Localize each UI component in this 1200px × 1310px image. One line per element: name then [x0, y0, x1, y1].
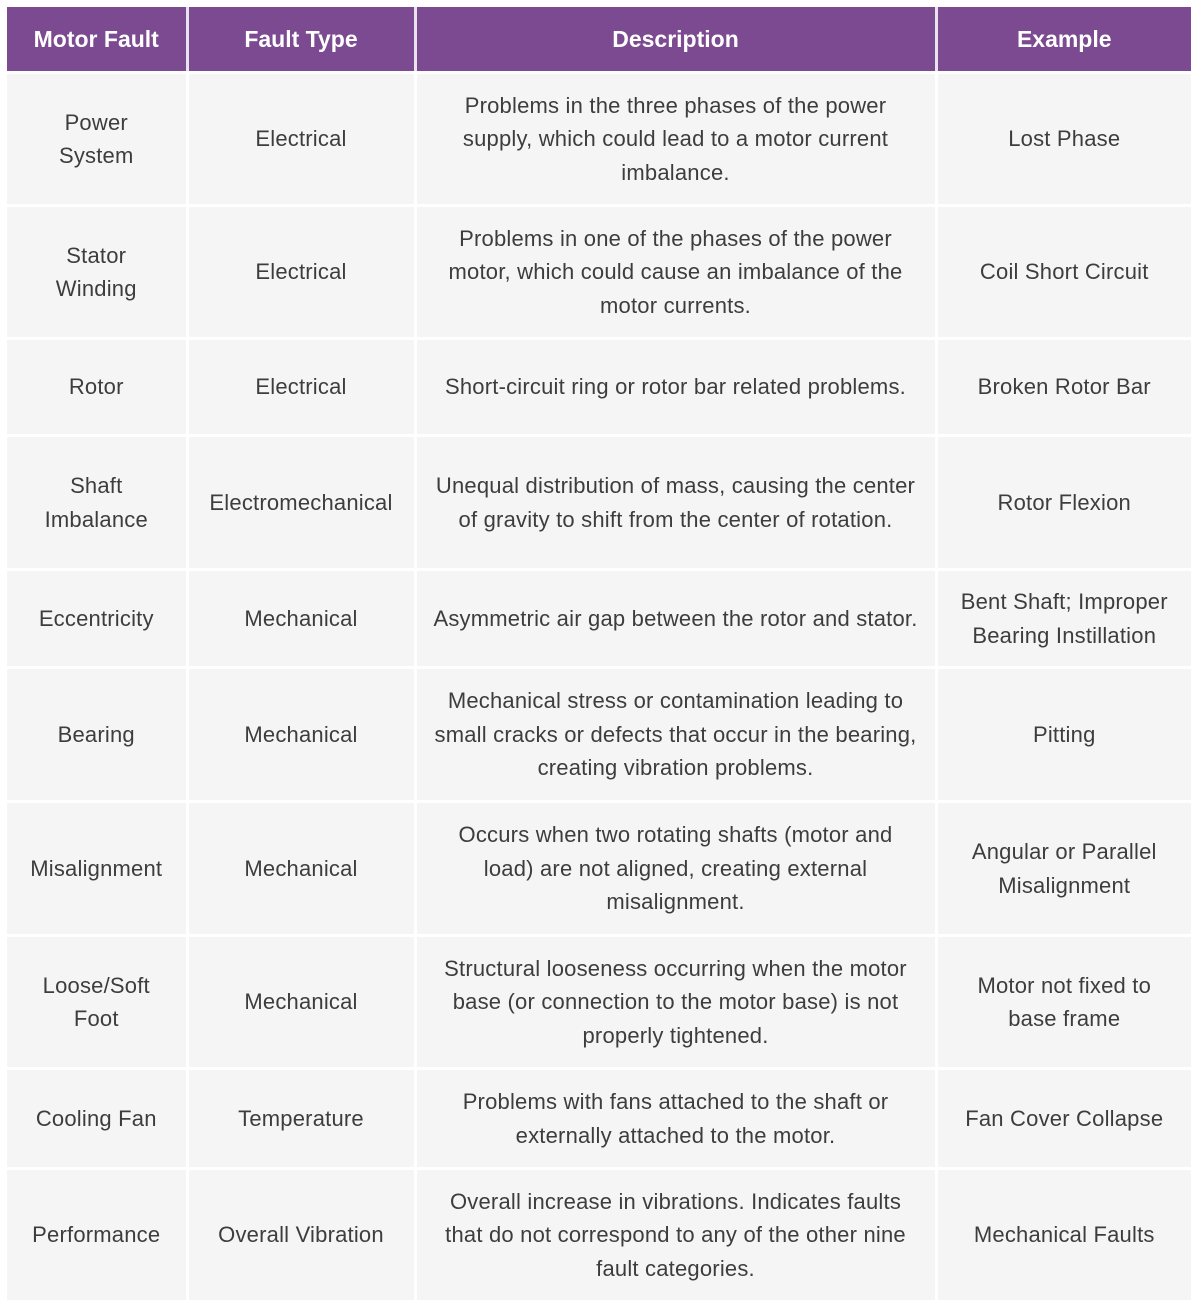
cell-motor-fault: Shaft Imbalance — [7, 436, 187, 570]
cell-motor-fault: Cooling Fan — [7, 1069, 187, 1169]
cell-motor-fault: Loose/Soft Foot — [7, 936, 187, 1069]
cell-example: Angular or Parallel Misalignment — [936, 802, 1191, 936]
cell-motor-fault: Stator Winding — [7, 206, 187, 339]
cell-description: Problems in one of the phases of the power motor, which could cause an imbalance of the motor currents. — [415, 206, 936, 339]
cell-description: Problems with fans attached to the shaft or externally attached to the motor. — [415, 1069, 936, 1169]
cell-example: Rotor Flexion — [936, 436, 1191, 570]
cell-example: Bent Shaft; Improper Bearing Instillation — [936, 570, 1191, 668]
cell-description: Occurs when two rotating shafts (motor and load) are not aligned, creating external misalignment. — [415, 802, 936, 936]
header-description: Description — [415, 7, 936, 73]
header-fault-type: Fault Type — [187, 7, 415, 73]
table-row — [7, 1169, 1191, 1302]
cell-description: Problems in the three phases of the power supply, which could lead to a motor current imbalance. — [415, 73, 936, 206]
cell-motor-fault: Bearing — [7, 668, 187, 802]
cell-description: Mechanical stress or contamination leading to small cracks or defects that occur in the bearing, creating vibration problems. — [415, 668, 936, 802]
table-row — [7, 73, 1191, 206]
cell-fault-type: Mechanical — [187, 802, 415, 936]
cell-fault-type: Mechanical — [187, 936, 415, 1069]
cell-description: Overall increase in vibrations. Indicates faults that do not correspond to any of the other nine fault categories. — [415, 1169, 936, 1302]
cell-example: Mechanical Faults — [936, 1169, 1191, 1302]
table-body — [7, 73, 1191, 1302]
cell-motor-fault: Power System — [7, 73, 187, 206]
header-example: Example — [936, 7, 1191, 73]
cell-example: Pitting — [936, 668, 1191, 802]
cell-fault-type: Mechanical — [187, 570, 415, 668]
cell-description: Asymmetric air gap between the rotor and stator. — [415, 570, 936, 668]
cell-motor-fault: Performance — [7, 1169, 187, 1302]
table-row — [7, 936, 1191, 1069]
cell-fault-type: Electrical — [187, 339, 415, 436]
header-motor-fault: Motor Fault — [7, 7, 187, 73]
cell-motor-fault: Misalignment — [7, 802, 187, 936]
cell-description: Short-circuit ring or rotor bar related problems. — [415, 339, 936, 436]
table-row — [7, 802, 1191, 936]
cell-fault-type: Temperature — [187, 1069, 415, 1169]
cell-motor-fault: Rotor — [7, 339, 187, 436]
cell-description: Structural looseness occurring when the motor base (or connection to the motor base) is not properly tightened. — [415, 936, 936, 1069]
fault-table-container — [7, 7, 1191, 1303]
cell-example: Coil Short Circuit — [936, 206, 1191, 339]
table-row — [7, 206, 1191, 339]
cell-example: Motor not fixed to base frame — [936, 936, 1191, 1069]
cell-fault-type: Mechanical — [187, 668, 415, 802]
cell-fault-type: Electromechanical — [187, 436, 415, 570]
header-row — [7, 7, 1191, 73]
table-row — [7, 436, 1191, 570]
motor-fault-table — [7, 7, 1191, 1303]
cell-motor-fault: Eccentricity — [7, 570, 187, 668]
cell-example: Broken Rotor Bar — [936, 339, 1191, 436]
cell-fault-type: Electrical — [187, 73, 415, 206]
cell-description: Unequal distribution of mass, causing the center of gravity to shift from the center of rotation. — [415, 436, 936, 570]
cell-fault-type: Overall Vibration — [187, 1169, 415, 1302]
table-row — [7, 668, 1191, 802]
cell-example: Fan Cover Collapse — [936, 1069, 1191, 1169]
table-row — [7, 339, 1191, 436]
cell-example: Lost Phase — [936, 73, 1191, 206]
table-row — [7, 1069, 1191, 1169]
table-row — [7, 570, 1191, 668]
cell-fault-type: Electrical — [187, 206, 415, 339]
table-header — [7, 7, 1191, 73]
